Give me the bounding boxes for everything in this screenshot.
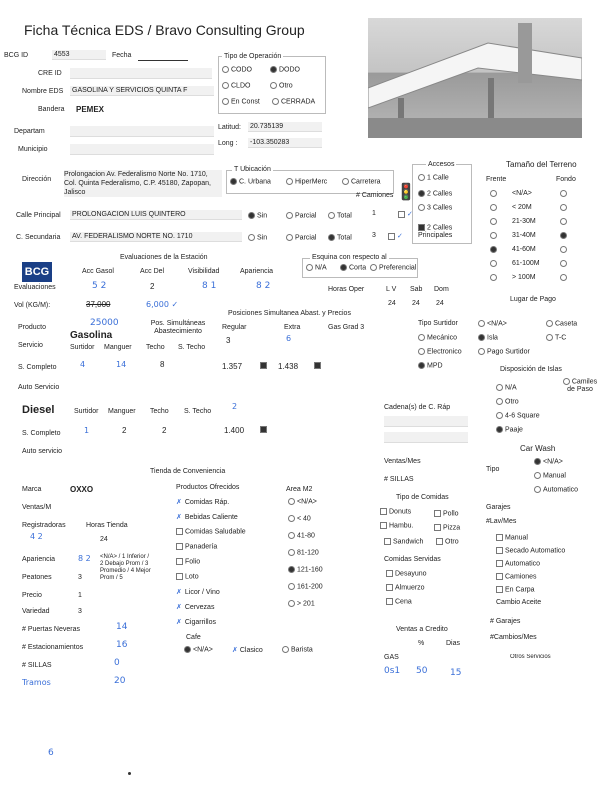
bandera-value: PEMEX — [76, 105, 105, 114]
check-extra[interactable] — [314, 362, 323, 369]
precio-diesel[interactable]: 1.400 — [224, 426, 245, 435]
check-sandwich[interactable]: Sandwich — [384, 538, 423, 545]
direccion-value[interactable]: Prolongacion Av. Federalismo Norte No. 1710, Col. Quinta Federalismo, C.P. 45180, Zapopan, Jalisco — [64, 170, 222, 197]
cambios-mes-label: #Cambios/Mes — [490, 634, 537, 641]
longitud-label: Long : — [218, 140, 238, 147]
credito-gas-value-1[interactable]: 0s1 — [384, 666, 401, 676]
radio-electronico[interactable]: Electronico — [418, 348, 462, 355]
departam-field[interactable] — [70, 126, 214, 137]
ventas-sillas-label: # SILLAS — [384, 476, 414, 483]
lugar-pago-title: Lugar de Pago — [510, 296, 556, 303]
longitud-field[interactable]: -103.350283 — [248, 138, 322, 148]
check-otro-comida[interactable]: Otro — [436, 538, 459, 545]
eval-visibilidad[interactable]: 8 1 — [202, 281, 217, 291]
terreno-row-label-0: <N/A> — [512, 190, 532, 197]
estacionamientos-value[interactable]: 16 — [116, 640, 128, 650]
check-regular[interactable] — [260, 362, 269, 369]
fecha-field[interactable] — [138, 60, 188, 61]
radio-cafe-barista[interactable]: Barista — [282, 646, 313, 653]
canopy-illustration — [368, 18, 582, 138]
terreno-row-label-6: > 100M — [512, 274, 536, 281]
radio-carretera[interactable]: Carretera — [342, 178, 381, 185]
radio-frente-0[interactable] — [490, 190, 499, 197]
radio-frente-4[interactable] — [490, 246, 499, 253]
fecha-label: Fecha — [112, 52, 132, 59]
tamano-title: Tamaño del Terreno — [506, 160, 577, 169]
diesel-manguer-value[interactable]: 2 — [122, 426, 127, 435]
radio-islas-na[interactable]: N/A — [496, 384, 517, 391]
garaje-option-0[interactable]: Manual — [496, 534, 528, 541]
radio-area-5[interactable]: 161-200 — [288, 583, 323, 590]
precio-regular[interactable]: 1.357 — [222, 362, 243, 371]
radio-pago-isla[interactable]: Isla — [478, 334, 498, 341]
area-title: Area M2 — [286, 486, 313, 493]
check-producto-7[interactable]: ✗ Cervezas — [176, 603, 215, 611]
terreno-row-label-4: 41-60M — [512, 246, 536, 253]
techo-label: Techo — [146, 344, 165, 351]
disposicion-title: Disposición de Islas — [500, 366, 562, 373]
check-producto-0[interactable]: ✗ Comidas Ráp. — [176, 498, 230, 506]
cadena-field-2[interactable] — [384, 432, 468, 443]
municipio-label: Municipio — [18, 146, 48, 153]
check-almuerzo[interactable]: Almuerzo — [386, 584, 425, 591]
footer-dot — [128, 772, 131, 775]
cre-id-label: CRE ID — [38, 70, 62, 77]
evaluaciones-title: Evaluaciones de la Estación — [120, 254, 208, 261]
radio-fondo-6[interactable] — [560, 274, 569, 281]
radio-cerrada[interactable]: CERRADA — [272, 98, 315, 105]
radio-cafe-na[interactable]: <N/A> — [184, 646, 213, 653]
radio-mecanico[interactable]: Mecánico — [418, 334, 457, 341]
check-producto-2[interactable]: Comidas Saludable — [176, 528, 246, 535]
radio-frente-1[interactable] — [490, 204, 499, 211]
gas-manguer-value[interactable]: 14 — [116, 360, 127, 369]
check-hambu[interactable]: Hambu. — [380, 522, 414, 529]
peatones-label: Peatones — [22, 574, 52, 581]
carriles-secundaria: 3 — [372, 232, 376, 239]
terreno-row-label-1: < 20M — [512, 204, 532, 211]
frente-label: Frente — [486, 176, 507, 183]
esquina-title: Esquina con respecto al — [312, 254, 387, 261]
radio-cafe-clasico[interactable]: ✗ Clasico — [232, 646, 263, 654]
radio-1-calle[interactable]: 1 Calle — [418, 174, 449, 181]
radio-fondo-2[interactable] — [560, 218, 569, 225]
terreno-row-label-2: 21-30M — [512, 218, 536, 225]
radio-frente-3[interactable] — [490, 232, 499, 239]
posiciones-title: Posiciones Simultanea Abast. y Precios — [228, 310, 351, 317]
extra-label: Extra — [284, 324, 301, 331]
credito-pct-label: % — [418, 640, 425, 647]
precio-value[interactable]: 1 — [78, 592, 82, 599]
vol-label: Vol (KG/M): — [14, 302, 51, 309]
cre-id-field[interactable] — [70, 68, 212, 79]
check-desayuno[interactable]: Desayuno — [386, 570, 427, 577]
radio-fondo-5[interactable] — [560, 260, 569, 267]
puertas-label: # Puertas Neveras — [22, 626, 80, 633]
evaluaciones-row-label: Evaluaciones — [14, 284, 56, 291]
check-diesel[interactable] — [260, 426, 269, 433]
radio-fondo-4[interactable] — [560, 246, 569, 253]
check-producto-8[interactable]: ✗ Cigarrillos — [176, 618, 216, 626]
radio-islas-otro[interactable]: Otro — [496, 398, 519, 405]
diesel-positions[interactable]: 2 — [232, 402, 238, 411]
gasolina-handwritten: 25000 — [90, 318, 119, 328]
otros-servicios-label: Otros Servicios — [510, 654, 551, 659]
radio-wash-manual[interactable]: Manual — [534, 472, 566, 479]
calle-secundaria-label: C. Secundaria — [16, 234, 61, 241]
s-completo-label: S. Completo — [18, 364, 57, 371]
radio-pago-na[interactable]: <N/A> — [478, 320, 507, 327]
diesel-s-techo-label: S. Techo — [184, 408, 212, 415]
diesel-label: Diesel — [22, 404, 55, 416]
col-visibilidad: Visibilidad — [188, 268, 220, 275]
ventas-mes-title: Ventas/Mes — [384, 458, 421, 465]
check-producto-1[interactable]: ✗ Bebidas Caliente — [176, 513, 238, 521]
horas-tienda-label: Horas Tienda — [86, 522, 128, 529]
ventas-m-label: Ventas/M — [22, 504, 52, 511]
radio-wash-automatico[interactable]: Automatico — [534, 486, 578, 493]
s-techo-label: S. Techo — [178, 344, 206, 351]
radio-pago-tc[interactable]: T-C — [546, 334, 566, 341]
check-producto-5[interactable]: Loto — [176, 573, 199, 580]
station-photo — [368, 18, 582, 138]
variedad-label: Variedad — [22, 608, 50, 615]
regular-positions[interactable]: 3 — [226, 336, 231, 345]
sillas-value[interactable]: 0 — [114, 658, 120, 668]
diesel-techo-label: Techo — [150, 408, 169, 415]
diesel-techo-value[interactable]: 2 — [162, 426, 167, 435]
radio-parcial-principal[interactable]: Parcial — [286, 212, 316, 219]
terreno-row-label-3: 31-40M — [512, 232, 536, 239]
col-acc-del: Acc Del — [140, 268, 165, 275]
radio-frente-2[interactable] — [490, 218, 499, 225]
radio-total-secundaria[interactable]: Total — [328, 234, 352, 241]
diesel-surtidor-value[interactable]: 1 — [84, 426, 90, 435]
radio-islas-square[interactable]: 4-6 Square — [496, 412, 540, 419]
nombre-label: Nombre EDS — [22, 88, 64, 95]
lv-label: L V — [386, 286, 397, 293]
radio-hipermerc[interactable]: HiperMerc — [286, 178, 327, 185]
check-pizza[interactable]: Pizza — [434, 524, 460, 531]
radio-3-calles[interactable]: 3 Calles — [418, 204, 452, 211]
col-apariencia: Apariencia — [240, 268, 274, 275]
latitud-label: Latitud: — [218, 124, 241, 131]
sillas-label: # SILLAS — [22, 662, 52, 669]
radio-cldo[interactable]: CLDO — [222, 82, 250, 89]
extra-positions[interactable]: 6 — [286, 334, 292, 343]
calle-principal-label: Calle Principal — [16, 212, 61, 219]
carriles-principal: 1 — [372, 210, 376, 217]
horas-tienda-value[interactable]: 24 — [100, 536, 108, 543]
horas-dom[interactable]: 24 — [436, 300, 444, 307]
radio-otro[interactable]: Otro — [270, 82, 293, 89]
credito-gas-value-2[interactable]: 50 — [416, 666, 428, 676]
radio-dodo[interactable]: DODO — [270, 66, 300, 73]
bcg-id-field[interactable]: 4553 — [52, 50, 106, 60]
bcg-id-label: BCG ID — [4, 52, 29, 59]
apariencia-value[interactable]: 8 2 — [78, 554, 91, 563]
radio-frente-6[interactable] — [490, 274, 499, 281]
col-acc-gasol: Acc Gasol — [82, 268, 114, 275]
cafe-label: Cafe — [186, 634, 201, 641]
producto-label: Producto — [18, 324, 47, 331]
vol-diesel[interactable]: 6,000 ✓ — [146, 300, 179, 309]
calle-secundaria-field[interactable]: AV. FEDERALISMO NORTE NO. 1710 — [70, 232, 242, 242]
radio-mpd[interactable]: MPD — [418, 362, 443, 369]
radio-esquina-na[interactable]: N/A — [306, 264, 327, 271]
registradoras-label: Registradoras — [22, 522, 66, 529]
radio-esquina-preferencial[interactable]: Preferencial — [370, 264, 416, 271]
tramos-label: Tramos — [22, 678, 51, 687]
num-garajes-label: # Garajes — [490, 618, 521, 625]
check-donuts[interactable]: Donuts — [380, 508, 411, 515]
check-producto-6[interactable]: ✗ Licor / Vino — [176, 588, 220, 596]
check-cena[interactable]: Cena — [386, 598, 412, 605]
tramos-value[interactable]: 20 — [114, 676, 126, 686]
footer-handwritten-mark: 6 — [48, 748, 54, 758]
radio-islas-paaje[interactable]: Paaje — [496, 426, 523, 433]
puertas-value[interactable]: 14 — [116, 622, 128, 632]
fondo-label: Fondo — [556, 176, 576, 183]
radio-area-0[interactable]: <N/A> — [288, 498, 317, 505]
check-producto-4[interactable]: Folio — [176, 558, 200, 565]
auto-servicio-label: Auto Servicio — [18, 384, 60, 391]
radio-frente-5[interactable] — [490, 260, 499, 267]
precio-extra[interactable]: 1.438 — [278, 362, 299, 371]
tienda-title: Tienda de Conveniencia — [150, 468, 226, 475]
surtidor-label: Surtidor — [70, 344, 95, 351]
check-producto-3[interactable]: Panadería — [176, 543, 217, 550]
gas-grad-label: Gas Grad 3 — [328, 324, 365, 331]
gas-techo-value[interactable]: 8 — [160, 360, 165, 369]
traffic-light-icon: 🚦 — [396, 184, 416, 201]
radio-esquina-corta[interactable]: Corta — [340, 264, 366, 271]
eval-apariencia[interactable]: 8 2 — [256, 281, 271, 291]
radio-pago-caseta[interactable]: Caseta — [546, 320, 577, 327]
radio-codo[interactable]: CODO — [222, 66, 252, 73]
radio-fondo-0[interactable] — [560, 190, 569, 197]
lav-mes-label: #Lav/Mes — [486, 518, 517, 525]
manguer-label: Manguer — [104, 344, 132, 351]
productos-title: Productos Ofrecidos — [176, 484, 240, 491]
radio-area-2[interactable]: 41-80 — [288, 532, 315, 539]
ubicacion-title: T Ubicación — [234, 166, 271, 173]
tipo-comidas-title: Tipo de Comidas — [396, 494, 449, 501]
radio-en-const[interactable]: En Const — [222, 98, 260, 105]
marca-label: Marca — [22, 486, 42, 493]
diesel-s-completo-label: S. Completo — [22, 430, 61, 437]
diesel-auto-servicio-label: Auto servicio — [22, 448, 63, 455]
apariencia-label: Apariencia — [22, 556, 56, 563]
garaje-option-1[interactable]: Secado Automatico — [496, 547, 565, 554]
radio-wash-na[interactable]: <N/A> — [534, 458, 563, 465]
camiones-label: # Camiones — [356, 192, 394, 199]
eval-acc-del[interactable]: 2 — [150, 282, 155, 291]
scale-legend: <N/A> / 1 Inferior / 2 Debajo Prom / 3 Promedio / 4 Mejor Prom / 5 — [100, 554, 151, 581]
radio-total-principal[interactable]: Total — [328, 212, 352, 219]
garajes-title: Garajes — [486, 504, 511, 511]
ventas-credito-title: Ventas a Credito — [396, 626, 448, 633]
departam-label: Departam — [14, 128, 45, 135]
check-pollo[interactable]: Pollo — [434, 510, 459, 517]
latitud-field[interactable]: 20.735139 — [248, 122, 322, 132]
page-title: Ficha Técnica EDS / Bravo Consulting Group — [24, 22, 305, 38]
garaje-option-4[interactable]: En Carpa — [496, 586, 535, 593]
check-2-calles-principales[interactable]: 2 Calles Principales — [418, 224, 453, 240]
bandera-label: Bandera — [38, 106, 65, 113]
radio-area-1[interactable]: < 40 — [288, 515, 311, 522]
sab-label: Sab — [410, 286, 423, 293]
diesel-surtidor-label: Surtidor — [74, 408, 99, 415]
radio-2-calles[interactable]: 2 Calles — [418, 190, 452, 197]
radio-urbana[interactable]: C. Urbana — [230, 178, 271, 185]
radio-area-4[interactable]: 121-160 — [288, 566, 323, 573]
servicio-label: Servicio — [18, 342, 43, 349]
credito-dias-label: Dias — [446, 640, 461, 647]
horas-sab[interactable]: 24 — [412, 300, 420, 307]
radio-sin-secundaria[interactable]: Sin — [248, 234, 267, 241]
horas-oper-label: Horas Oper — [328, 286, 365, 293]
radio-pago-surtidor[interactable]: Pago Surtidor — [478, 348, 530, 355]
variedad-value[interactable]: 3 — [78, 608, 82, 615]
regular-label: Regular — [222, 324, 247, 331]
radio-area-3[interactable]: 81-120 — [288, 549, 319, 556]
radio-area-6[interactable]: > 201 — [288, 600, 315, 607]
radio-sin-principal[interactable]: Sin — [248, 212, 267, 219]
gasolina-label: Gasolina — [70, 330, 113, 341]
cadena-title: Cadena(s) de C. Ráp — [384, 404, 451, 411]
pos-simultaneas-label: Pos. Simultáneas Abastecimiento — [150, 320, 206, 335]
car-wash-title: Car Wash — [520, 444, 556, 453]
bcg-logo: BCG — [22, 262, 52, 282]
eval-acc-gasol[interactable]: 5 2 — [92, 281, 107, 291]
radio-fondo-3[interactable] — [560, 232, 569, 239]
marca-value[interactable]: OXXO — [70, 485, 94, 494]
credito-gas-label: GAS — [384, 654, 399, 661]
estacionamientos-label: # Estacionamientos — [22, 644, 84, 651]
accesos-title: Accesos — [428, 161, 455, 168]
dom-label: Dom — [434, 286, 449, 293]
registradoras-value[interactable]: 4 2 — [30, 532, 43, 541]
direccion-label: Dirección — [22, 176, 52, 183]
gas-surtidor-value[interactable]: 4 — [80, 360, 86, 369]
credito-gas-value-3[interactable]: 15 — [450, 668, 462, 678]
horas-lv[interactable]: 24 — [388, 300, 396, 307]
check-principal[interactable]: ✓ — [398, 210, 413, 218]
vol-gasolina[interactable]: 37,000 — [86, 300, 111, 309]
radio-islas-camiles[interactable]: Camiles de Paso — [560, 378, 600, 394]
peatones-value[interactable]: 3 — [78, 574, 82, 581]
radio-parcial-secundaria[interactable]: Parcial — [286, 234, 316, 241]
terreno-row-label-5: 61-100M — [512, 260, 540, 267]
garaje-option-2[interactable]: Automatico — [496, 560, 540, 567]
municipio-field[interactable] — [70, 144, 214, 155]
garaje-option-5: Cambio Aceite — [496, 599, 542, 606]
tipo-surtidor-title: Tipo Surtidor — [418, 320, 458, 327]
nombre-field[interactable]: GASOLINA Y SERVICIOS QUINTA F — [70, 86, 214, 96]
garaje-option-3[interactable]: Camiones — [496, 573, 537, 580]
check-secundaria[interactable]: ✓ — [388, 232, 403, 240]
precio-label: Precio — [22, 592, 42, 599]
tipo-operacion-title: Tipo de Operación — [224, 53, 282, 60]
comidas-servidas-title: Comidas Servidas — [384, 556, 441, 563]
radio-fondo-1[interactable] — [560, 204, 569, 211]
calle-principal-field[interactable]: PROLONGACION LUIS QUINTERO — [70, 210, 242, 220]
car-wash-tipo-label: Tipo — [486, 466, 500, 473]
diesel-manguer-label: Manguer — [108, 408, 136, 415]
cadena-field-1[interactable] — [384, 416, 468, 427]
